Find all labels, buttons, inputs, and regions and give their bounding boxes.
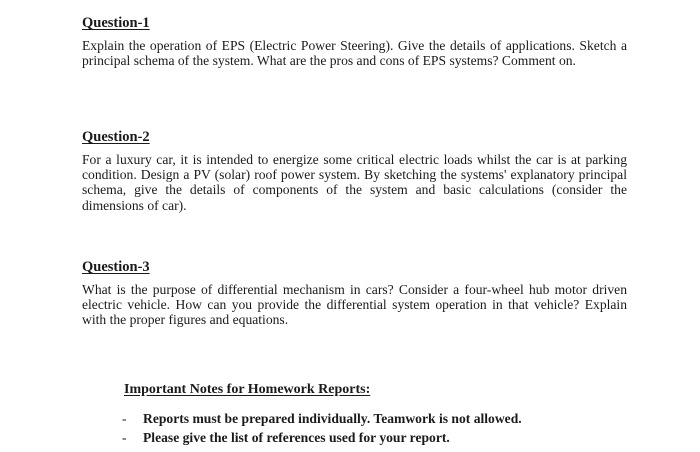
note-text: Reports must be prepared individually. Teamwork is not allowed. bbox=[143, 411, 522, 426]
note-item-references bbox=[122, 428, 642, 447]
question-3-body: What is the purpose of differential mechanism in cars? Consider a four-wheel hub motor driven electric vehicle. How can you provide the differential system operation in that vehicle? Explain with the proper figures and equations. bbox=[82, 282, 627, 328]
note-bullet: - bbox=[122, 430, 127, 445]
note-bullet: - bbox=[122, 411, 127, 426]
question-2-body: For a luxury car, it is intended to energize some critical electric loads whilst the car is at parking condition. Design a PV (solar) roof power system. By sketching the systems' explanatory principal schema, give the details of components of the system and basic calculations (consider the dimensions of car). bbox=[82, 152, 627, 213]
question-3 bbox=[82, 258, 627, 328]
question-3-title: Question-3 bbox=[82, 259, 150, 275]
notes-list bbox=[122, 409, 642, 447]
question-2-title: Question-2 bbox=[82, 129, 150, 145]
note-text: Please give the list of references used for your report. bbox=[143, 430, 450, 445]
homework-notes bbox=[124, 381, 644, 447]
note-item-individual bbox=[122, 409, 642, 428]
notes-title: Important Notes for Homework Reports: bbox=[124, 382, 371, 397]
question-2 bbox=[82, 128, 627, 213]
question-1-body: Explain the operation of EPS (Electric Power Steering). Give the details of applications. Sketch a principal schema of the system. What are the pros and cons of EPS systems? Comment on. bbox=[82, 38, 627, 69]
question-1-title: Question-1 bbox=[82, 15, 150, 31]
question-1 bbox=[82, 14, 627, 68]
